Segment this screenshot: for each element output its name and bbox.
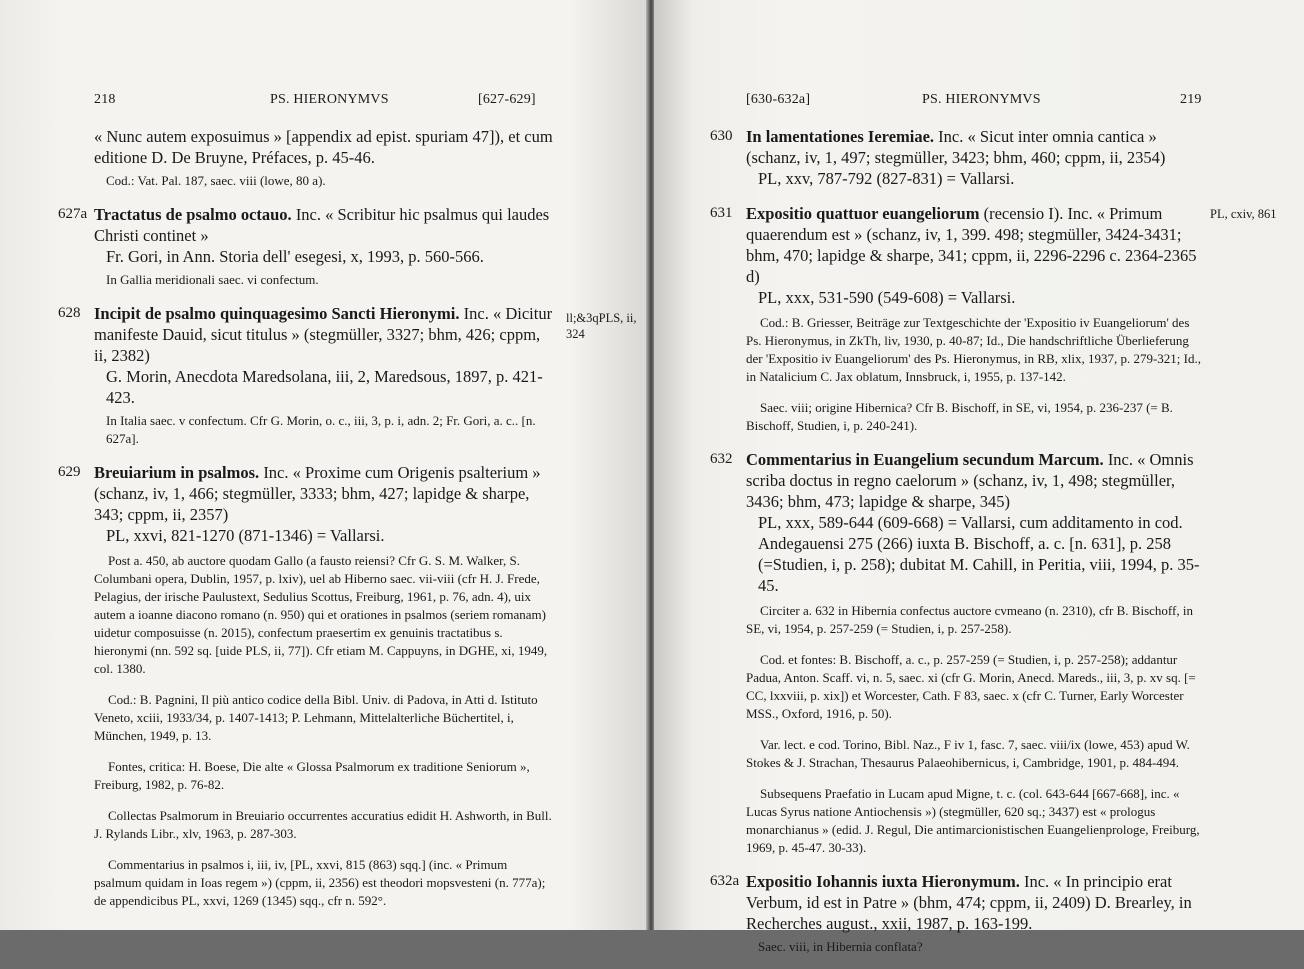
entry-incipit: Inc. « Proxime cum Origenis psalterium » (schanz, iv, 1, 466; stegmüller, 3333; bhm, 427; lapidge & sharpe, 343; cppm, ii, 2357) — [94, 463, 541, 524]
entry-number: 631 — [710, 205, 733, 221]
entry-note: Saec. viii; origine Hibernica? Cfr B. Bischoff, in SE, vi, 1954, p. 236-237 (= B. Bischoff, Studien, i, p. 240-241). — [746, 400, 1173, 433]
entry-number: 630 — [710, 128, 733, 144]
intro-block — [94, 126, 556, 190]
entry-commentarius-note: Commentarius in psalmos i, iii, iv, [PL, xxvi, 815 (863) sqq.] (inc. « Primum psalmum quidam in Ioas regem ») (cppm, ii, 2356) est theodori mopsvesteni (n. 777a); de appendicibus PL, xxvi, 1269 (1345) sqq., cfr n. 592°. — [94, 857, 546, 908]
left-page-number: 218 — [94, 92, 116, 107]
entry-subsequens-note: Subsequens Praefatio in Lucam apud Migne, t. c. (col. 643-644 [667-668], inc. « Lucas Syrus natione Antiochensis ») (stegmüller, 620 sq.; 3437) est « prologus monarchianus » (edid. J. Regul, Die antimarcionistischen Euangelienprologe, Freiburg, 1969, p. 45-47. 30-33). — [746, 786, 1200, 855]
entry-incipit: Inc. « Dicitur manifeste Dauid, sicut titulus » (stegmüller, 3327; bhm, 426; cppm, ii, 2382) — [94, 304, 553, 365]
intro-text: « Nunc autem exposuimus » [appendix ad epist. spuriam 47]), et cum editione D. De Bruyne, Préfaces, p. 45-46. — [94, 127, 553, 167]
right-column — [710, 126, 1202, 969]
entry-631 — [710, 203, 1202, 435]
left-running-head: PS. HIERONYMVS — [270, 92, 389, 107]
entry-note: Saec. viii, in Hibernia conflata? — [758, 939, 923, 954]
entry-number: 628 — [58, 305, 81, 321]
entry-incipit: Inc. « Omnis scriba doctus in regno caelorum » (schanz, iv, 1, 498; stegmüller, 3436; bhm, 473; lapidge & sharpe, 345) — [746, 450, 1194, 511]
left-page — [0, 0, 648, 930]
entry-fontes-note: Cod. et fontes: B. Bischoff, a. c., p. 257-259 (= Studien, i, p. 257-258); addantur Padua, Anton. Scaff. vi, n. 5, saec. xi (cfr G. Morin, Anecd. Mareds., iii, 3, p. xv sq. [= CC, lxxviii, p. xix]) et Worcester, Cath. F 83, saec. x (cfr C. Turner, Early Worcester MSS., Oxford, 1916, p. 50). — [746, 652, 1196, 721]
entry-note: Post a. 450, ab auctore quodam Gallo (a fausto reiensi? Cfr G. S. M. Walker, S. Columbani opera, Dublin, 1957, p. lxiv), uel ab Hiberno saec. vii-viii (cfr H. J. Frede, Pelagius, der irische Paulustext, Sedulius Scottus, Freiburg, 1961, p. 76, adn. 4), uix autem a ioanne diacono romano (n. 950) qui et orationes in psalmos (seriem romanam) uidetur composuisse (n. 2015), confectum praesertim ex genuinis tractatibus s. hieronymi (nn. 592 sq. [uide PLS, ii, 77]). Cfr etiam M. Cappuyns, in DGHE, xi, 1949, col. 1380. — [94, 553, 548, 676]
entry-627a — [58, 204, 556, 289]
entry-edition: G. Morin, Anecdota Maredsolana, iii, 2, Maredsous, 1897, p. 421-423. — [106, 367, 543, 407]
entry-629 — [58, 462, 556, 910]
entry-632 — [710, 449, 1202, 857]
entry-title: In lamentationes Ieremiae. — [746, 127, 935, 146]
entry-cod-note: Cod.: B. Pagnini, Il più antico codice della Bibl. Univ. di Padova, in Atti d. Istituto Veneto, xciii, 1933/34, p. 1407-1413; P. Lehmann, Mittelalterliche Büchertitel, i, München, 1949, p. 13. — [94, 692, 538, 743]
left-column — [58, 126, 556, 923]
entry-collectas-note: Collectas Psalmorum in Breuiario occurrentes accuratius edidit H. Ashworth, in Bull. J. Rylands Libr., xlv, 1963, p. 287-303. — [94, 808, 552, 841]
entry-edition: PL, xxx, 531-590 (549-608) = Vallarsi. — [758, 288, 1016, 307]
entry-title: Expositio Iohannis iuxta Hieronymum. — [746, 872, 1020, 891]
right-margin-ref: PL, cxiv, 861 — [1210, 207, 1277, 221]
entry-varlect-note: Var. lect. e cod. Torino, Bibl. Naz., F iv 1, fasc. 7, saec. viii/ix (lowe, 453) apud W. Stokes & J. Strachan, Thesaurus Palaeohibernicus, i, Cambridge, 1901, p. 484-494. — [746, 737, 1190, 770]
entry-title: Incipit de psalmo quinquagesimo Sancti Hieronymi. — [94, 304, 460, 323]
entry-number: 632 — [710, 451, 733, 467]
entry-edition: Fr. Gori, in Ann. Storia dell' esegesi, x, 1993, p. 560-566. — [106, 247, 484, 266]
entry-edition: PL, xxx, 589-644 (609-668) = Vallarsi, cum additamento in cod. Andegauensi 275 (266) iuxta B. Bischoff, a. c. [n. 631], p. 258 (=Studien, i, p. 258); dubitat M. Cahill, in Peritia, viii, 1994, p. 35-45. — [758, 513, 1200, 595]
left-margin-ref: ll;&3qPLS, ii, 324 — [566, 311, 637, 341]
entry-fontes-note: Fontes, critica: H. Boese, Die alte « Glossa Psalmorum ex traditione Seniorum », Freiburg, 1982, p. 76-82. — [94, 759, 530, 792]
entry-incipit: Inc. « Scribitur hic psalmus qui laudes Christi continet » — [94, 205, 550, 245]
right-page — [654, 0, 1304, 954]
entry-628 — [58, 303, 556, 448]
intro-cod: Cod.: Vat. Pal. 187, saec. viii (lowe, 80 a). — [106, 173, 326, 188]
entry-630 — [710, 126, 1202, 189]
entry-edition: PL, xxvi, 821-1270 (871-1346) = Vallarsi. — [106, 526, 385, 545]
entry-number: 632a — [710, 873, 740, 889]
entry-incipit: (recensio I). Inc. « Primum quaerendum est » (schanz, iv, 1, 399. 498; stegmüller, 3424-3431; bhm, 470; lapidge & sharpe, 341; cppm, ii, 2296-2296 c. 2364-2365 d) — [746, 204, 1197, 286]
right-page-number: 219 — [1180, 92, 1202, 107]
entry-632a — [710, 871, 1202, 956]
entry-title: Expositio quattuor euangeliorum — [746, 204, 980, 223]
entry-number: 627a — [58, 206, 88, 222]
entry-edition: PL, xxv, 787-792 (827-831) = Vallarsi. — [758, 169, 1015, 188]
entry-incipit: Inc. « In principio erat Verbum, id est in Patre » (bhm, 474; cppm, ii, 2409) D. Brearley, in Recherches august., xxii, 1987, p. 163-199. — [746, 872, 1192, 933]
entry-note: Circiter a. 632 in Hibernia confectus auctore cvmeano (n. 2310), cfr B. Bischoff, in SE, vi, 1954, p. 257-259 (= Studien, i, p. 257-258). — [746, 603, 1193, 636]
entry-incipit: Inc. « Sicut inter omnia cantica » (schanz, iv, 1, 497; stegmüller, 3423; bhm, 460; cppm, ii, 2354) — [746, 127, 1166, 167]
entry-cod-note: Cod.: B. Griesser, Beiträge zur Textgeschichte der 'Expositio iv Euangeliorum' des Ps. Hieronymus, in ZkTh, liv, 1930, p. 40-87; Id., Die handschriftliche Überlieferung der 'Expositio iv Euangeliorum' des Ps. Hieronymus, in RB, xlix, 1937, p. 279-321; Id., in Natalicium C. Jax oblatum, Innsbruck, i, 1955, p. 137-142. — [746, 315, 1201, 384]
entry-title: Commentarius in Euangelium secundum Marcum. — [746, 450, 1104, 469]
entry-title: Breuiarium in psalmos. — [94, 463, 260, 482]
entry-title: Tractatus de psalmo octauo. — [94, 205, 292, 224]
right-range: [630-632a] — [746, 92, 811, 107]
left-range: [627-629] — [478, 92, 536, 107]
entry-note: In Italia saec. v confectum. Cfr G. Morin, o. c., iii, 3, p. i, adn. 2; Fr. Gori, a. c.. [n. 627a]. — [106, 413, 536, 446]
entry-note: In Gallia meridionali saec. vi confectum. — [106, 272, 319, 287]
entry-number: 629 — [58, 464, 81, 480]
right-running-head: PS. HIERONYMVS — [922, 92, 1041, 107]
